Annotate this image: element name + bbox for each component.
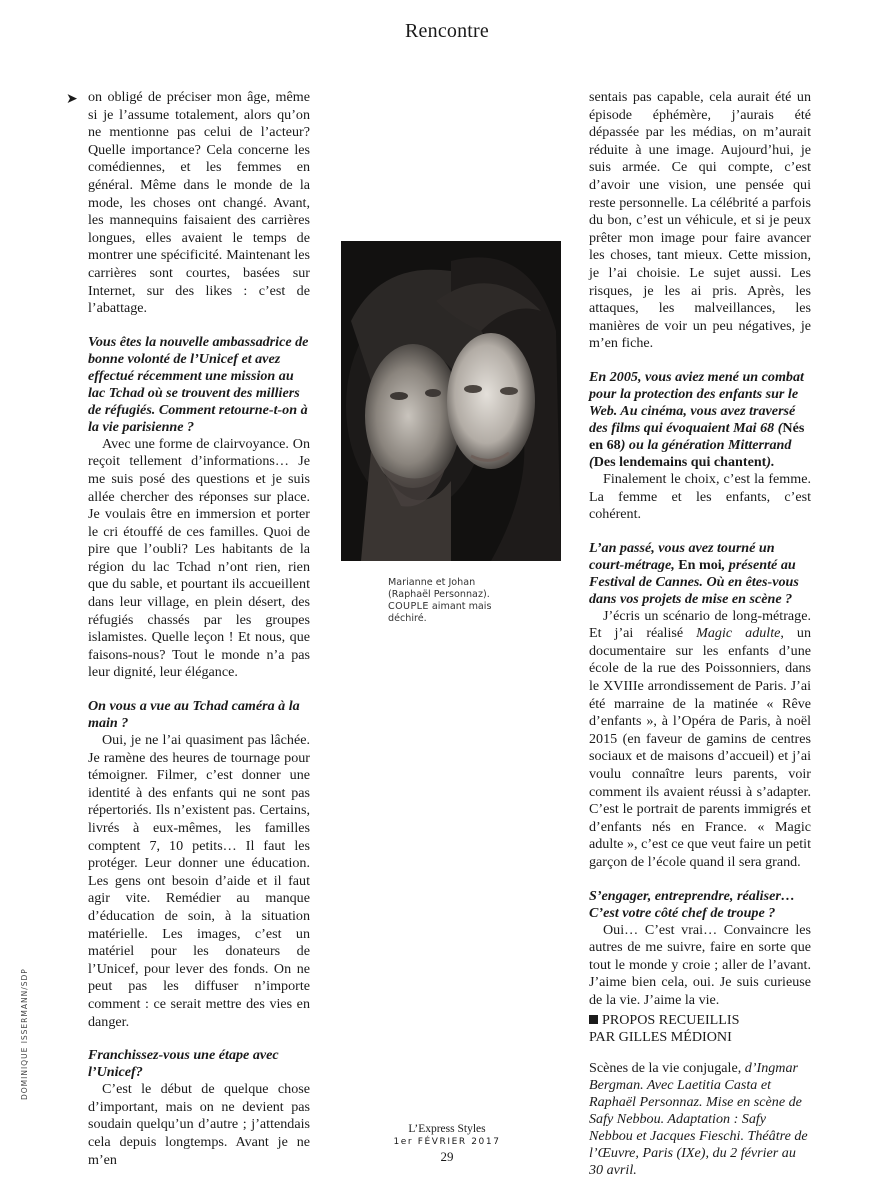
question-text: ) ou la génération Mitterrand ( (589, 436, 792, 470)
issue-date: 1er FÉVRIER 2017 (393, 1137, 501, 1147)
paragraph: sentais pas capable, cela aurait été un épisode éphémère, j’aurais été dépassée par les médias, on m’aurait réduite à une image. Aujourd’hui, je suis armée. Ce qui compte, c’est d’avoir une vision, une pensée qui reste personnelle. La célébrité a parfois du bon, c’est un véhicule, et si je peux prêter mon image pour faire avancer les choses, tant mieux. Cette mission, je l’ai choisie. Le sujet aussi. Les risques, je les ai pris. Après, les attaques, les malveillances, les manières de voir un peu négatives, je m’en fiche. (589, 89, 811, 352)
answer: Oui, je ne l’ai quasiment pas lâchée. Je ramène des heures de tournage pour témoigner. Filmer, c’est donner une identité à des enfants qui ne sont pas répertoriés. Ils n’existent pas. Certains, livrés à eux-mêmes, les familles comptent 7, 10 petits… Il faut les protéger. Leur donner une éducation. Les gens ont besoin d’aide et il faut agir vite. Remédier au manque d’éducation de soin, à la situation matérielle. Les images, c’est un matériel pour les donateurs de l’Unicef, pour lever des fonds. On ne peut pas les diffuser n’importe comment : ce serait mettre des vies en danger. (88, 732, 310, 1030)
photo-image (341, 241, 561, 561)
question: Vous êtes la nouvelle ambassadrice de bonne volonté de l’Unicef et avez effectué récemment une mission au lac Tchad où se trouvent des milliers de réfugiés. Comment retourne-t-on à la vie parisienne ? (88, 333, 309, 435)
signature (589, 1012, 811, 1046)
film-title: Nés en 68 (589, 419, 805, 453)
film-title: Magic adulte (696, 625, 781, 642)
question-text: ). (766, 453, 775, 470)
answer: Oui… C’est vrai… Convaincre les autres de me suivre, faire en sorte que tout le monde y croie ; aller de l’avant. J’aime bien cela, oui. Je suis curieuse de la vie. J’aime la vie. (589, 921, 811, 1008)
signature-line: PAR GILLES MÉDIONI (589, 1028, 732, 1045)
couple-photo (341, 241, 561, 561)
arrow-right-icon: ➤ (66, 91, 78, 107)
question (589, 369, 811, 471)
answer-text: J’écris un scénario de long-métrage. Et j’ai réalisé (589, 607, 811, 642)
caption-text: Marianne et Johan (Raphaël Personnaz). (388, 577, 490, 600)
caption-text: aimant mais déchiré. (388, 601, 492, 624)
answer-text: , un documentaire sur les enfants d’une école de la rue des Poissonniers, dans le XVIIIe arrondissement de Paris. J’ai été marraine de la matinée « Rêve d’enfants », à l’Opéra de Paris, à noël 2015 (en faveur de gamins de centres sociaux et de maisons d’accueil) et j’ai voulu connaître leurs parents, voir comment ils avaient réussi à s’adapter. C’est le portrait de parents immigrés et d’enfants nés en France. « Magic adulte », c’est ce que veut faire un petit garçon de l’école quand il sera grand. (589, 625, 812, 870)
answer: Finalement le choix, c’est la femme. La femme et les enfants, c’est cohérent. (589, 470, 811, 523)
film-title: Des lendemains qui chantent (593, 453, 767, 470)
show-title: Scènes de la vie conjugale, (589, 1059, 742, 1076)
question: On vous a vue au Tchad caméra à la main ? (88, 698, 300, 732)
square-icon (589, 1015, 598, 1024)
answer (589, 608, 811, 872)
photo-caption (388, 577, 508, 625)
question-text: L’an passé, vous avez tourné un court-métrage, (589, 539, 775, 573)
answer: Avec une forme de clairvoyance. On reçoit tellement d’informations… Je me suis posé des questions et je suis allée chercher des réponses sur place. Je voulais être en immersion et porter le cri étouffé de ces familles. Quoi de pire que l’oubli? Les habitants de la région du lac Tchad n’ont rien, rien que du sable, et pourtant ils accueillent dans leur village, en plein désert, des réfugiés chassés par les groupes islamistes. Quelle leçon ! Et nous, que faisons-nous? Tout le monde n’a pas leur dignité, leur élégance. (88, 435, 310, 681)
section-title: Rencontre (405, 20, 489, 42)
show-details: d’Ingmar Bergman. Avec Laetitia Casta et Raphaël Personnaz. Mise en scène de Safy Nebbou. Adaptation : Safy Nebbou et Jacques Fieschi. Théâtre de l’Œuvre, Paris (IXe), du 2 février au 30 avril. (589, 1059, 808, 1178)
signature-line: PROPOS RECUEILLIS (602, 1011, 740, 1028)
page-number: 29 (440, 1149, 454, 1164)
question (589, 540, 811, 608)
film-title: En moi (678, 556, 722, 573)
paragraph: on obligé de préciser mon âge, même si je l’assume totalement, alors qu’on ne mentionne pas celui de l’acteur? Quelle importance? Cela concerne les comédiennes, et les femmes en général. Même dans le monde de la mode, les choses ont changé. Avant, les mannequins faisaient des carrières longues, elles avaient le temps de montrer une spécificité. Maintenant les carrières sont courtes, basées sur Internet, sur des likes : c’est de l’abattage. (88, 89, 310, 317)
magazine-name: L’Express Styles (408, 1123, 486, 1135)
answer: C’est le début de quelque chose d’important, mais on ne devient pas soudain quelqu’un d’autre ; j’attendais cela depuis longtemps. Avant je ne m’en (88, 1081, 310, 1168)
caption-keyword: COUPLE (388, 601, 429, 612)
page-footer (0, 1123, 894, 1165)
photo-credit: DOMINIQUE ISSERMANN/SDP (20, 968, 29, 1100)
column-left (88, 89, 310, 1169)
question-text: , présenté au Festival de Cannes. Où en êtes-vous dans vos projets de mise en scène ? (589, 556, 799, 607)
question-text: En 2005, vous aviez mené un combat pour la protection des enfants sur le Web. Au cinéma, vous avez traversé des films qui évoquaient Mai 68 ( (589, 368, 804, 436)
question: S’engager, entreprendre, réaliser… C’est votre côté chef de troupe ? (589, 887, 795, 921)
question: Franchissez-vous une étape avec l’Unicef? (88, 1047, 279, 1081)
column-right (589, 89, 811, 1179)
